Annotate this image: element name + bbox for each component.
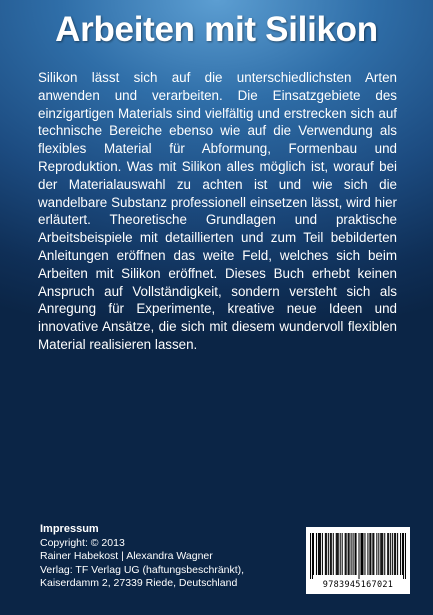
- barcode-bars: [310, 533, 406, 579]
- isbn-number: 9783945167021: [322, 580, 394, 590]
- barcode: [306, 527, 410, 594]
- copyright-line: Copyright: © 2013: [40, 536, 125, 549]
- publisher-line: Verlag: TF Verlag UG (haftungsbeschränkt),: [40, 563, 245, 576]
- impressum-heading: Impressum: [40, 523, 99, 535]
- address-line: Kaiserdamm 2, 27339 Riede, Deutschland: [40, 577, 238, 589]
- book-title: Arbeiten mit Silikon: [55, 10, 378, 49]
- impressum-block: [40, 523, 270, 591]
- authors-line: Rainer Habekost | Alexandra Wagner: [40, 550, 213, 562]
- book-description: Silikon lässt sich auf die unterschiedlichsten Arten anwenden und verarbeiten. Die Einsatzgebiete des einzigartigen Materials sind vielfältig und erstrecken sich auf technische Bereiche ebenso wie auf die Verwendung als flexibles Material für Abformung, Formenbau und Reproduktion. Was mit Silikon alles möglich ist, worauf bei der Materialauswahl zu achten ist und wie sich die wandelbare Substanz professionell einsetzen lässt, wird hier erläutert. Theoretische Grundlagen und praktische Arbeitsbeispiele mit detaillierten und zum Teil bebilderten Anleitungen eröffnen das weite Feld, welches sich beim Arbeiten mit Silikon eröffnet. Dieses Buch erhebt keinen Anspruch auf Vollständigkeit, sondern versteht sich als Anregung für Experimente, kreative neue Ideen und innovative Ansätze, die sich mit diesem wundervoll flexiblen Material realisieren lassen.: [38, 70, 397, 352]
